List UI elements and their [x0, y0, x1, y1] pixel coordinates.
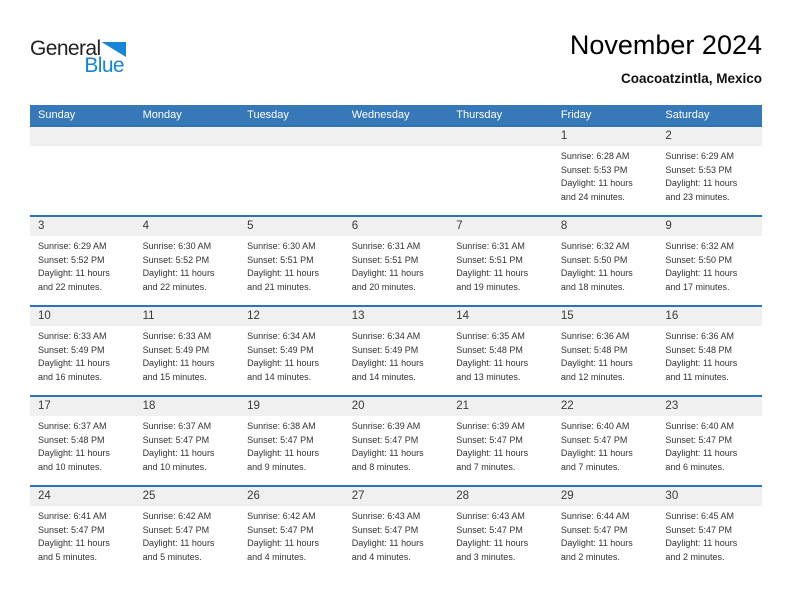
day-details: [448, 326, 553, 384]
sunset-text: Sunset: 5:47 PM: [351, 524, 419, 535]
sunset-text: Sunset: 5:48 PM: [560, 344, 628, 355]
sunset-text: Sunset: 5:49 PM: [38, 344, 105, 355]
sunset-text: Sunset: 5:47 PM: [665, 524, 732, 535]
week-row: [30, 215, 762, 305]
day-details: [135, 416, 240, 474]
sunrise-text: Sunrise: 6:36 AM: [665, 331, 734, 341]
day-number: [344, 127, 449, 146]
day-details: [344, 326, 449, 384]
day-details: [30, 236, 135, 294]
day-details: [344, 416, 449, 474]
sunrise-text: Sunrise: 6:40 AM: [560, 421, 630, 431]
day-details: [657, 146, 762, 204]
day-details: [553, 146, 658, 204]
day-number: 22: [553, 397, 658, 416]
sunrise-text: Sunrise: 6:43 AM: [456, 511, 525, 521]
day-cell-14: [448, 307, 553, 395]
day-cell-23: [657, 397, 762, 485]
day-number: 19: [239, 397, 344, 416]
sunset-text: Sunset: 5:47 PM: [247, 434, 314, 445]
day-number: 5: [239, 217, 344, 236]
day-details: [553, 236, 658, 294]
day-details: [135, 506, 240, 564]
day-number: 1: [553, 127, 658, 146]
daylight-text: Daylight: 11 hours and 7 minutes.: [560, 448, 633, 472]
day-details: [344, 236, 449, 294]
day-cell-9: [657, 217, 762, 305]
sunset-text: Sunset: 5:53 PM: [665, 164, 732, 175]
page-title: November 2024: [569, 30, 762, 60]
day-details: [448, 506, 553, 564]
sunset-text: Sunset: 5:47 PM: [665, 434, 732, 445]
day-number: 12: [239, 307, 344, 326]
sunrise-text: Sunrise: 6:33 AM: [142, 331, 212, 341]
weekday-header-wednesday: Wednesday: [351, 109, 410, 121]
day-number: 11: [135, 307, 240, 326]
daylight-text: Daylight: 11 hours and 20 minutes.: [351, 268, 424, 292]
day-cell-24: [30, 487, 135, 575]
day-cell-16: [657, 307, 762, 395]
sunrise-text: Sunrise: 6:34 AM: [351, 331, 421, 341]
day-number: 29: [553, 487, 658, 506]
day-number: 18: [135, 397, 240, 416]
sunset-text: Sunset: 5:50 PM: [560, 254, 628, 265]
location-subtitle: Coacoatzintla, Mexico: [620, 71, 762, 86]
day-number: 20: [344, 397, 449, 416]
day-details: [30, 416, 135, 474]
day-cell-4: [135, 217, 240, 305]
calendar-table: [30, 105, 762, 575]
daylight-text: Daylight: 11 hours and 11 minutes.: [665, 358, 738, 382]
sunset-text: Sunset: 5:47 PM: [456, 524, 523, 535]
day-details: [239, 506, 344, 564]
sunset-text: Sunset: 5:47 PM: [142, 434, 210, 445]
sunrise-text: Sunrise: 6:38 AM: [247, 421, 316, 431]
daylight-text: Daylight: 11 hours and 14 minutes.: [247, 358, 320, 382]
day-number: 21: [448, 397, 553, 416]
daylight-text: Daylight: 11 hours and 9 minutes.: [247, 448, 320, 472]
day-details: [239, 326, 344, 384]
daylight-text: Daylight: 11 hours and 4 minutes.: [351, 538, 424, 562]
week-row: [30, 125, 762, 215]
day-details: [30, 326, 135, 384]
daylight-text: Daylight: 11 hours and 5 minutes.: [142, 538, 215, 562]
day-cell-6: [344, 217, 449, 305]
daylight-text: Daylight: 11 hours and 8 minutes.: [351, 448, 424, 472]
daylight-text: Daylight: 11 hours and 6 minutes.: [665, 448, 738, 472]
daylight-text: Daylight: 11 hours and 16 minutes.: [38, 358, 110, 382]
daylight-text: Daylight: 11 hours and 3 minutes.: [456, 538, 529, 562]
title-block: [570, 30, 762, 86]
day-details: [657, 326, 762, 384]
daylight-text: Daylight: 11 hours and 14 minutes.: [351, 358, 424, 382]
day-number: 25: [135, 487, 240, 506]
logo-blue-text: Blue: [84, 54, 124, 77]
day-details: [344, 506, 449, 564]
day-cell-27: [344, 487, 449, 575]
day-number: [30, 127, 135, 146]
day-cell-empty: [135, 127, 240, 215]
day-cell-empty: [344, 127, 449, 215]
day-details: [553, 506, 658, 564]
daylight-text: Daylight: 11 hours and 15 minutes.: [142, 358, 215, 382]
day-cell-15: [553, 307, 658, 395]
weekday-header-saturday: Saturday: [665, 109, 710, 121]
sunrise-text: Sunrise: 6:28 AM: [560, 151, 630, 161]
day-number: 23: [657, 397, 762, 416]
day-cell-12: [239, 307, 344, 395]
week-row: [30, 395, 762, 485]
sunset-text: Sunset: 5:52 PM: [142, 254, 210, 265]
day-cell-18: [135, 397, 240, 485]
day-cell-empty: [448, 127, 553, 215]
sunrise-text: Sunrise: 6:42 AM: [142, 511, 212, 521]
sunrise-text: Sunrise: 6:39 AM: [456, 421, 525, 431]
day-cell-22: [553, 397, 658, 485]
daylight-text: Daylight: 11 hours and 7 minutes.: [456, 448, 529, 472]
day-cell-10: [30, 307, 135, 395]
day-number: 6: [344, 217, 449, 236]
sunrise-text: Sunrise: 6:29 AM: [665, 151, 734, 161]
day-cell-empty: [30, 127, 135, 215]
daylight-text: Daylight: 11 hours and 18 minutes.: [560, 268, 633, 292]
daylight-text: Daylight: 11 hours and 19 minutes.: [456, 268, 529, 292]
day-details: [448, 416, 553, 474]
sunrise-text: Sunrise: 6:44 AM: [560, 511, 630, 521]
day-details: [135, 236, 240, 294]
day-details: [30, 506, 135, 564]
day-details: [553, 416, 658, 474]
day-cell-empty: [239, 127, 344, 215]
sunrise-text: Sunrise: 6:43 AM: [351, 511, 421, 521]
daylight-text: Daylight: 11 hours and 10 minutes.: [142, 448, 215, 472]
weekday-header-friday: Friday: [560, 109, 592, 121]
day-number: 15: [553, 307, 658, 326]
sunrise-text: Sunrise: 6:32 AM: [560, 241, 630, 251]
day-details: [239, 416, 344, 474]
sunrise-text: Sunrise: 6:45 AM: [665, 511, 734, 521]
day-number: 28: [448, 487, 553, 506]
daylight-text: Daylight: 11 hours and 22 minutes.: [38, 268, 110, 292]
day-cell-25: [135, 487, 240, 575]
sunrise-text: Sunrise: 6:37 AM: [142, 421, 212, 431]
sunset-text: Sunset: 5:51 PM: [247, 254, 314, 265]
weekday-header-thursday: Thursday: [456, 109, 503, 121]
sunrise-text: Sunrise: 6:29 AM: [38, 241, 107, 251]
sunrise-text: Sunrise: 6:31 AM: [456, 241, 525, 251]
day-details: [448, 236, 553, 294]
daylight-text: Daylight: 11 hours and 17 minutes.: [665, 268, 738, 292]
sunset-text: Sunset: 5:49 PM: [351, 344, 419, 355]
daylight-text: Daylight: 11 hours and 12 minutes.: [560, 358, 633, 382]
sunset-text: Sunset: 5:50 PM: [665, 254, 732, 265]
sunrise-text: Sunrise: 6:30 AM: [142, 241, 212, 251]
day-cell-7: [448, 217, 553, 305]
day-cell-3: [30, 217, 135, 305]
daylight-text: Daylight: 11 hours and 13 minutes.: [456, 358, 529, 382]
day-number: [448, 127, 553, 146]
daylight-text: Daylight: 11 hours and 2 minutes.: [665, 538, 738, 562]
sunset-text: Sunset: 5:48 PM: [456, 344, 523, 355]
day-cell-1: [553, 127, 658, 215]
daylight-text: Daylight: 11 hours and 10 minutes.: [38, 448, 110, 472]
sunrise-text: Sunrise: 6:30 AM: [247, 241, 316, 251]
sunset-text: Sunset: 5:47 PM: [142, 524, 210, 535]
sunrise-text: Sunrise: 6:40 AM: [665, 421, 734, 431]
sunrise-text: Sunrise: 6:35 AM: [456, 331, 525, 341]
daylight-text: Daylight: 11 hours and 22 minutes.: [142, 268, 215, 292]
day-details: [135, 326, 240, 384]
day-cell-13: [344, 307, 449, 395]
daylight-text: Daylight: 11 hours and 21 minutes.: [247, 268, 320, 292]
day-cell-28: [448, 487, 553, 575]
sunset-text: Sunset: 5:49 PM: [247, 344, 314, 355]
sunset-text: Sunset: 5:51 PM: [456, 254, 523, 265]
sunset-text: Sunset: 5:48 PM: [38, 434, 105, 445]
day-number: 3: [30, 217, 135, 236]
day-details: [553, 326, 658, 384]
day-number: 13: [344, 307, 449, 326]
week-row: [30, 485, 762, 575]
day-number: 24: [30, 487, 135, 506]
daylight-text: Daylight: 11 hours and 4 minutes.: [247, 538, 320, 562]
weekday-header-row: [30, 105, 762, 125]
day-cell-17: [30, 397, 135, 485]
sunrise-text: Sunrise: 6:41 AM: [38, 511, 107, 521]
day-cell-21: [448, 397, 553, 485]
daylight-text: Daylight: 11 hours and 5 minutes.: [38, 538, 110, 562]
day-number: 26: [239, 487, 344, 506]
sunset-text: Sunset: 5:47 PM: [38, 524, 105, 535]
day-details: [239, 236, 344, 294]
weekday-header-sunday: Sunday: [38, 109, 76, 121]
sunset-text: Sunset: 5:47 PM: [351, 434, 419, 445]
day-details: [657, 506, 762, 564]
day-number: 17: [30, 397, 135, 416]
sunset-text: Sunset: 5:53 PM: [560, 164, 628, 175]
sunrise-text: Sunrise: 6:34 AM: [247, 331, 316, 341]
day-details: [657, 416, 762, 474]
day-number: 30: [657, 487, 762, 506]
day-number: [135, 127, 240, 146]
day-number: 8: [553, 217, 658, 236]
day-cell-30: [657, 487, 762, 575]
day-number: 4: [135, 217, 240, 236]
day-cell-20: [344, 397, 449, 485]
day-cell-11: [135, 307, 240, 395]
day-number: [239, 127, 344, 146]
sunset-text: Sunset: 5:47 PM: [456, 434, 523, 445]
daylight-text: Daylight: 11 hours and 2 minutes.: [560, 538, 633, 562]
sunset-text: Sunset: 5:47 PM: [560, 434, 628, 445]
day-cell-26: [239, 487, 344, 575]
day-details: [657, 236, 762, 294]
weekday-header-monday: Monday: [142, 109, 182, 121]
day-number: 9: [657, 217, 762, 236]
day-number: 2: [657, 127, 762, 146]
daylight-text: Daylight: 11 hours and 23 minutes.: [665, 178, 738, 202]
sunrise-text: Sunrise: 6:33 AM: [38, 331, 107, 341]
day-number: 16: [657, 307, 762, 326]
sunset-text: Sunset: 5:49 PM: [142, 344, 210, 355]
day-cell-19: [239, 397, 344, 485]
calendar-grid: [30, 125, 762, 575]
day-number: 14: [448, 307, 553, 326]
day-cell-2: [657, 127, 762, 215]
sunset-text: Sunset: 5:47 PM: [560, 524, 628, 535]
sunrise-text: Sunrise: 6:39 AM: [351, 421, 421, 431]
sunrise-text: Sunrise: 6:42 AM: [247, 511, 316, 521]
day-cell-29: [553, 487, 658, 575]
sunset-text: Sunset: 5:52 PM: [38, 254, 105, 265]
weekday-header-tuesday: Tuesday: [247, 109, 289, 121]
day-cell-8: [553, 217, 658, 305]
sunrise-text: Sunrise: 6:37 AM: [38, 421, 107, 431]
sunset-text: Sunset: 5:48 PM: [665, 344, 732, 355]
sunrise-text: Sunrise: 6:31 AM: [351, 241, 421, 251]
day-number: 7: [448, 217, 553, 236]
sunset-text: Sunset: 5:47 PM: [247, 524, 314, 535]
week-row: [30, 305, 762, 395]
sunset-text: Sunset: 5:51 PM: [351, 254, 419, 265]
sunrise-text: Sunrise: 6:36 AM: [560, 331, 630, 341]
general-blue-logo: [30, 38, 126, 77]
daylight-text: Daylight: 11 hours and 24 minutes.: [560, 178, 633, 202]
day-number: 10: [30, 307, 135, 326]
logo-general-text: General: [30, 37, 101, 60]
day-number: 27: [344, 487, 449, 506]
day-cell-5: [239, 217, 344, 305]
sunrise-text: Sunrise: 6:32 AM: [665, 241, 734, 251]
